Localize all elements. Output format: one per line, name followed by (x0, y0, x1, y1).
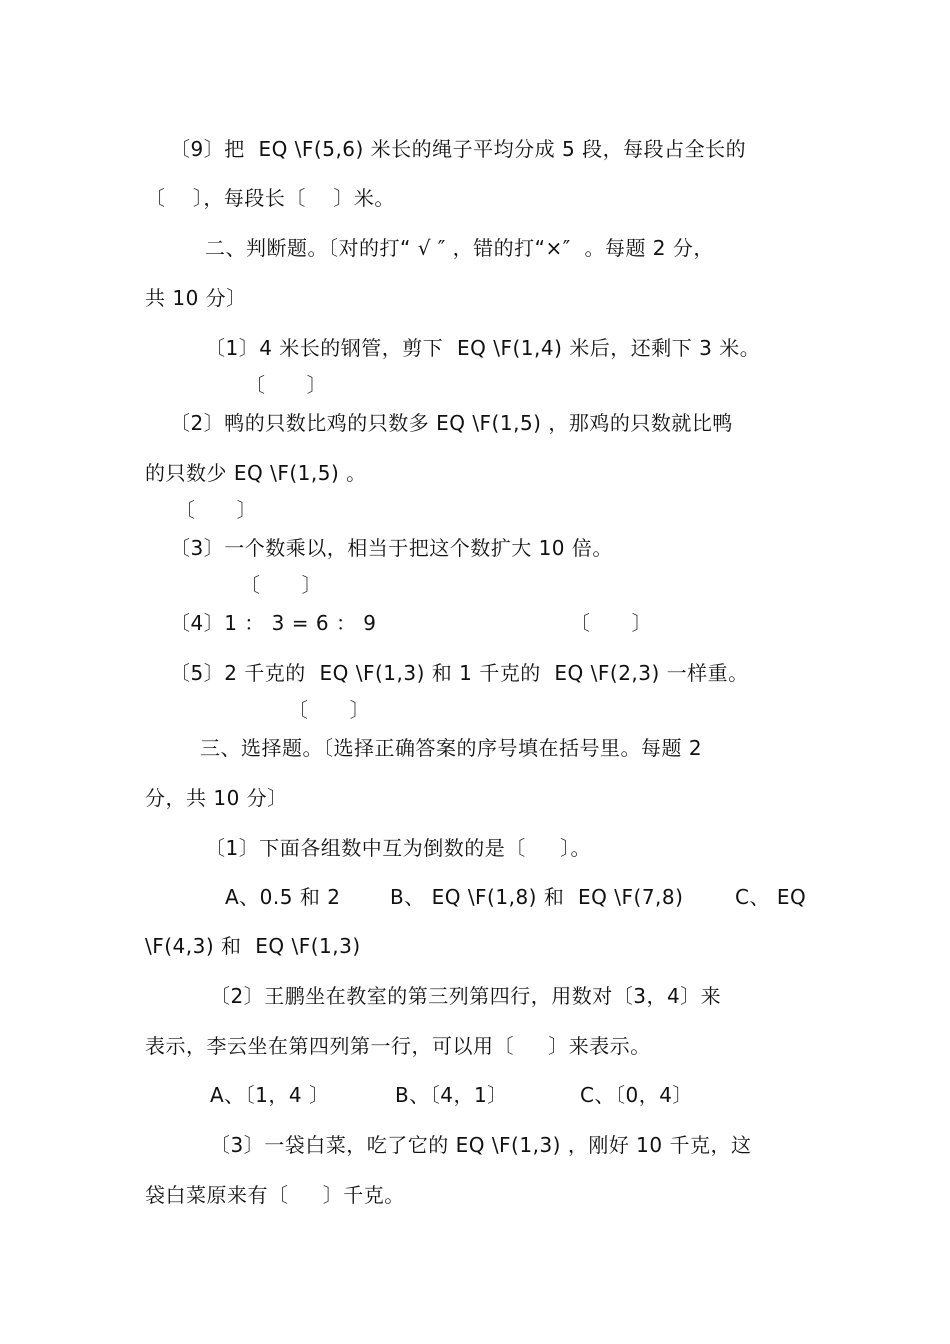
section-2-heading: 二、判断题。〔对的打“ √ ″ ，错的打“×″ 。每题 2 分， (205, 236, 714, 260)
judge-question-3: 〔3〕一个数乘以，相当于把这个数扩大 10 倍。 (170, 536, 613, 560)
question-9-answer-line: 〔 〕，每段长〔 〕米。 (145, 186, 395, 210)
choice-1-option-c-cont: \F(4,3) 和 EQ \F(1,3) (145, 934, 361, 958)
choice-2-option-b: B、〔4，1〕 (395, 1083, 508, 1107)
section-3-heading-cont: 分，共 10 分〕 (145, 786, 288, 810)
judge-question-4: 〔4〕1 ： 3 = 6 ： 9 (170, 611, 377, 635)
section-3-heading: 三、选择题。〔选择正确答案的序号填在括号里。每题 2 (200, 736, 703, 760)
section-2-heading-cont: 共 10 分〕 (145, 286, 247, 310)
judge-answer-blank-5: 〔 〕 (288, 698, 371, 722)
judge-question-2-cont: 的只数少 EQ \F(1,5) 。 (145, 461, 367, 485)
choice-2-option-c: C、〔0，4〕 (580, 1083, 693, 1107)
judge-answer-blank-1: 〔 〕 (245, 373, 328, 397)
choice-1-option-c: C、 EQ (735, 885, 807, 909)
choice-1-option-b: B、 EQ \F(1,8) 和 EQ \F(7,8) (390, 885, 684, 909)
judge-question-5: 〔5〕2 千克的 EQ \F(1,3) 和 1 千克的 EQ \F(2,3) 一样重。 (170, 661, 749, 685)
question-9: 〔9〕把 EQ \F(5,6) 米长的绳子平均分成 5 段，每段占全长的 (170, 137, 747, 161)
judge-answer-blank-2: 〔 〕 (175, 498, 258, 522)
judge-answer-blank-3: 〔 〕 (240, 573, 323, 597)
judge-question-2: 〔2〕鸭的只数比鸡的只数多 EQ \F(1,5) ，那鸡的只数就比鸭 (170, 411, 733, 435)
choice-question-2-cont: 表示，李云坐在第四列第一行，可以用〔 〕来表示。 (145, 1034, 651, 1058)
judge-answer-blank-4: 〔 〕 (570, 611, 653, 635)
choice-question-1: 〔1〕下面各组数中互为倒数的是〔 〕。 (205, 836, 592, 860)
judge-question-1: 〔1〕4 米长的钢管，剪下 EQ \F(1,4) 米后，还剩下 3 米。 (205, 336, 761, 360)
choice-question-2: 〔2〕王鹏坐在教室的第三列第四行，用数对〔3，4〕来 (210, 984, 722, 1008)
choice-1-option-a: A、0.5 和 2 (225, 885, 341, 909)
choice-question-3: 〔3〕一袋白菜，吃了它的 EQ \F(1,3) ，刚好 10 千克，这 (210, 1133, 752, 1157)
choice-2-option-a: A、〔1，4 〕 (210, 1083, 330, 1107)
choice-question-3-cont: 袋白菜原来有〔 〕千克。 (145, 1183, 405, 1207)
